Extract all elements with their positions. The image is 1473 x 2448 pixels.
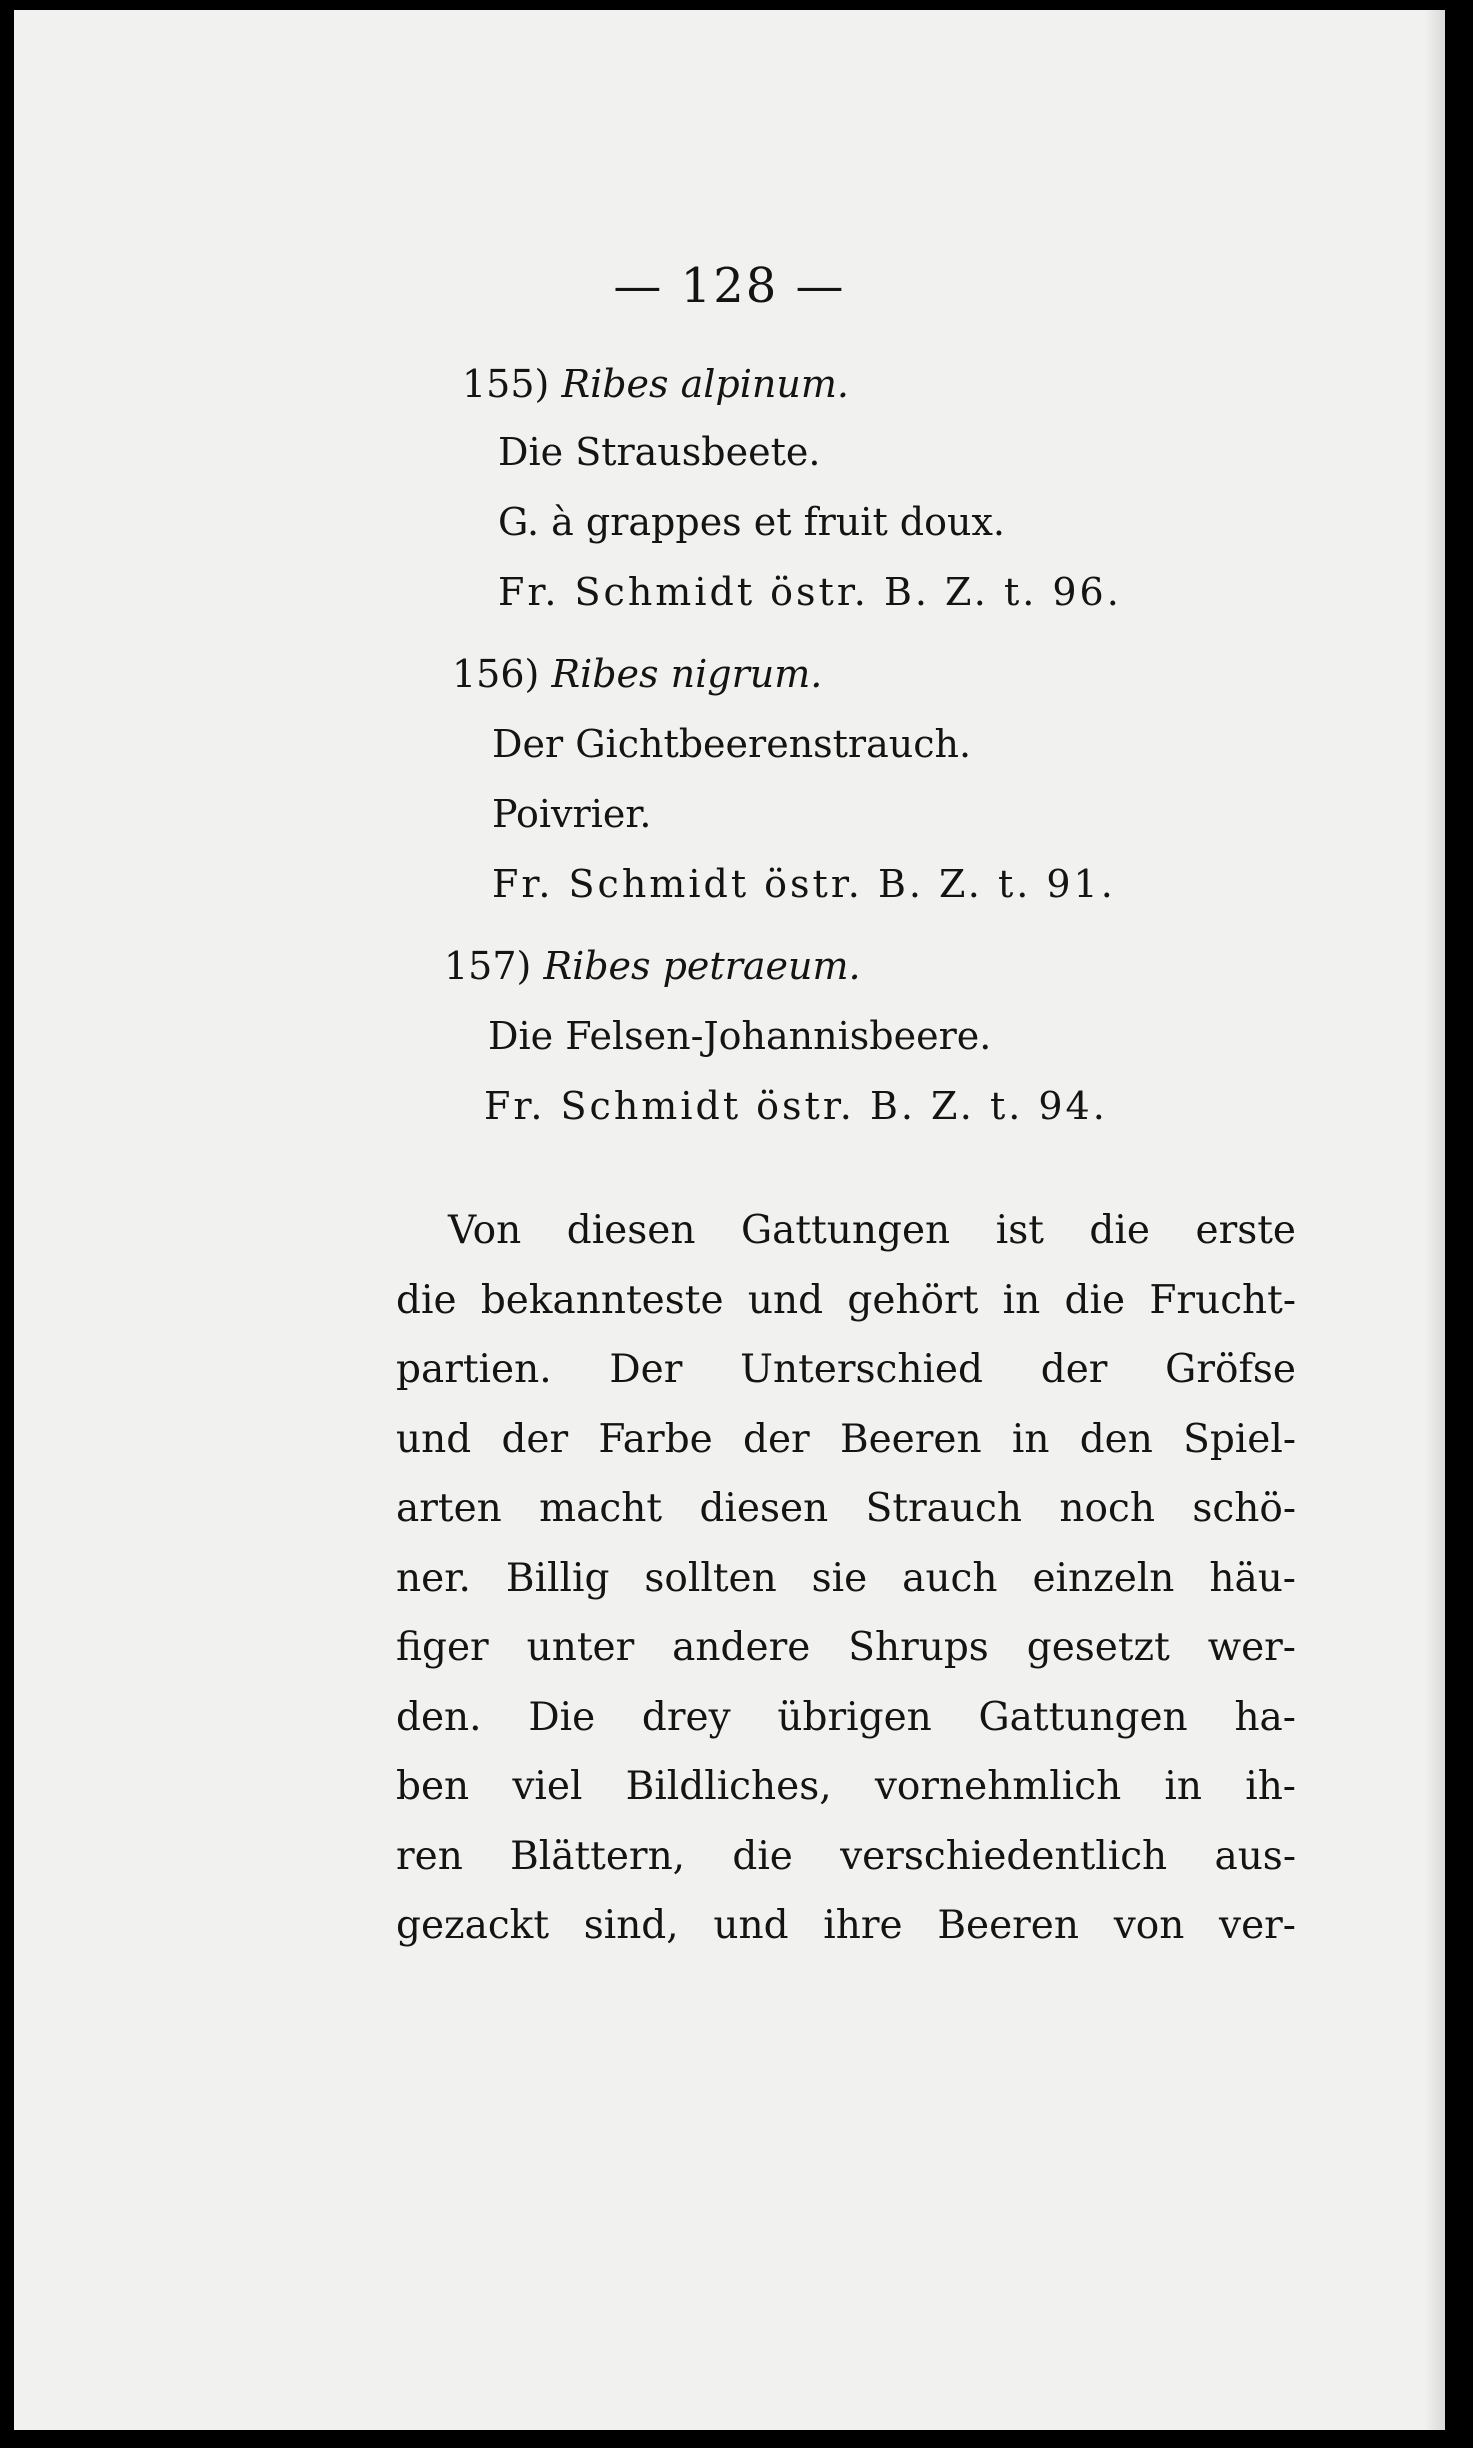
paragraph-line: ren Blättern, die verschiedentlich aus-	[396, 1833, 1296, 1879]
reference: Fr. Schmidt östr. B. Z. t. 94.	[484, 1084, 1108, 1128]
french-name: G. à grappes et fruit doux.	[498, 500, 1005, 544]
paragraph-line: figer unter andere Shrups gesetzt wer-	[396, 1625, 1296, 1670]
entry-heading	[444, 944, 861, 988]
paragraph-line: arten macht diesen Strauch noch schö-	[396, 1486, 1296, 1531]
paragraph-line: ben viel Bildliches, vornehmlich in ih-	[396, 1764, 1296, 1809]
entry-heading	[452, 652, 822, 696]
page-edge-shadow	[1425, 10, 1445, 2430]
entry-number: 155)	[462, 362, 550, 406]
body-paragraph	[396, 1196, 1296, 1961]
paragraph-line: ner. Billig sollten sie auch einzeln häu-	[396, 1555, 1296, 1601]
entry-number: 157)	[444, 944, 532, 988]
species-name: Ribes petraeum.	[543, 944, 861, 988]
french-name: Poivrier.	[492, 792, 652, 836]
book-page	[14, 10, 1445, 2430]
german-name: Die Felsen-Johannisbeere.	[488, 1014, 992, 1058]
paragraph-line: partien. Der Unterschied der Gröfse	[396, 1347, 1296, 1392]
species-name: Ribes nigrum.	[551, 652, 823, 696]
reference: Fr. Schmidt östr. B. Z. t. 91.	[492, 862, 1116, 906]
entry-heading	[462, 362, 849, 406]
paragraph-line: Von diesen Gattungen ist die erste	[448, 1208, 1296, 1253]
species-name: Ribes alpinum.	[561, 362, 849, 406]
paragraph-line: die bekannteste und gehört in die Frucht-	[396, 1277, 1296, 1323]
german-name: Die Strausbeete.	[498, 430, 821, 474]
german-name: Der Gichtbeerenstrauch.	[492, 722, 972, 766]
reference: Fr. Schmidt östr. B. Z. t. 96.	[498, 570, 1122, 614]
paragraph-line: den. Die drey übrigen Gattungen ha-	[396, 1694, 1296, 1740]
paragraph-line: und der Farbe der Beeren in den Spiel-	[396, 1416, 1296, 1462]
entry-number: 156)	[452, 652, 540, 696]
paragraph-line: gezackt sind, und ihre Beeren von ver-	[396, 1903, 1296, 1948]
page-number-header: — 128 —	[613, 258, 846, 314]
